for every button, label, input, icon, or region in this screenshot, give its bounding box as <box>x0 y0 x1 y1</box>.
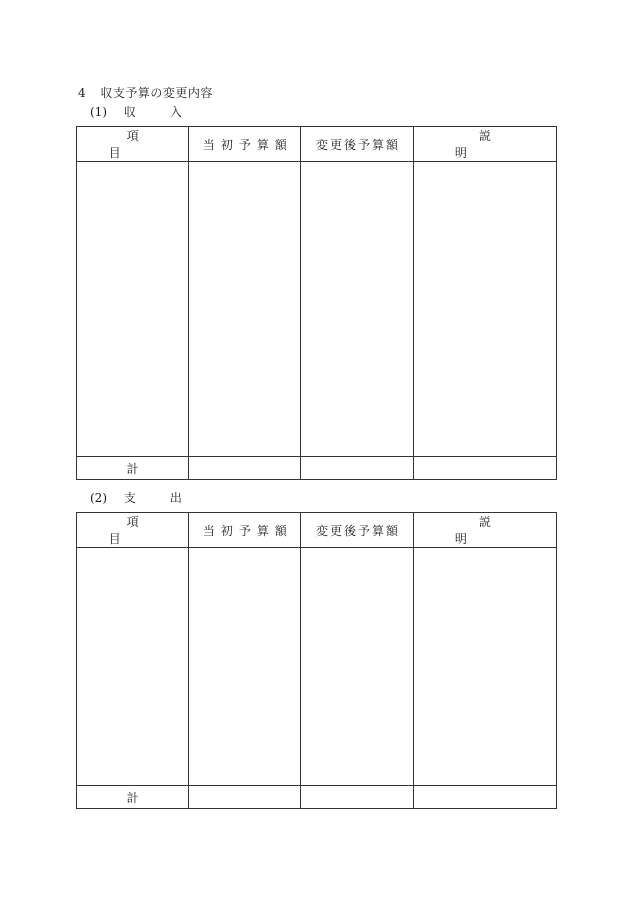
income-cell-item[interactable] <box>77 162 189 457</box>
income-header-initial: 当初予算額 <box>189 127 301 162</box>
expense-header-revised: 変更後予算額 <box>301 513 413 548</box>
income-total-revised[interactable] <box>301 457 413 480</box>
income-heading <box>90 103 216 120</box>
expense-total-description[interactable] <box>413 786 556 809</box>
expense-cell-initial[interactable] <box>189 548 301 786</box>
expense-header-initial: 当初予算額 <box>189 513 301 548</box>
income-label: 収入 <box>123 105 216 119</box>
expense-cell-description[interactable] <box>413 548 556 786</box>
expense-label: 支出 <box>123 491 216 505</box>
income-header-item: 項目 <box>77 127 189 162</box>
income-total-row <box>77 457 557 480</box>
income-table <box>76 126 557 480</box>
expense-body-row <box>77 548 557 786</box>
section-number: 4 <box>78 86 87 100</box>
expense-table <box>76 512 557 809</box>
section-heading <box>78 84 213 101</box>
income-cell-description[interactable] <box>413 162 556 457</box>
income-body-row <box>77 162 557 457</box>
expense-header-item: 項目 <box>77 513 189 548</box>
income-header-revised: 変更後予算額 <box>301 127 413 162</box>
expense-total-revised[interactable] <box>301 786 413 809</box>
expense-cell-revised[interactable] <box>301 548 413 786</box>
income-header-row <box>77 127 557 162</box>
income-header-description: 説明 <box>413 127 556 162</box>
income-total-initial[interactable] <box>189 457 301 480</box>
expense-header-description: 説明 <box>413 513 556 548</box>
expense-cell-item[interactable] <box>77 548 189 786</box>
income-cell-initial[interactable] <box>189 162 301 457</box>
expense-total-initial[interactable] <box>189 786 301 809</box>
income-cell-revised[interactable] <box>301 162 413 457</box>
income-number: (1) <box>90 105 107 119</box>
section-title: 収支予算の変更内容 <box>100 86 213 100</box>
expense-total-label: 計 <box>77 786 189 809</box>
expense-heading <box>90 489 216 506</box>
income-total-description[interactable] <box>413 457 556 480</box>
expense-total-row <box>77 786 557 809</box>
expense-header-row <box>77 513 557 548</box>
income-total-label: 計 <box>77 457 189 480</box>
expense-number: (2) <box>90 491 107 505</box>
